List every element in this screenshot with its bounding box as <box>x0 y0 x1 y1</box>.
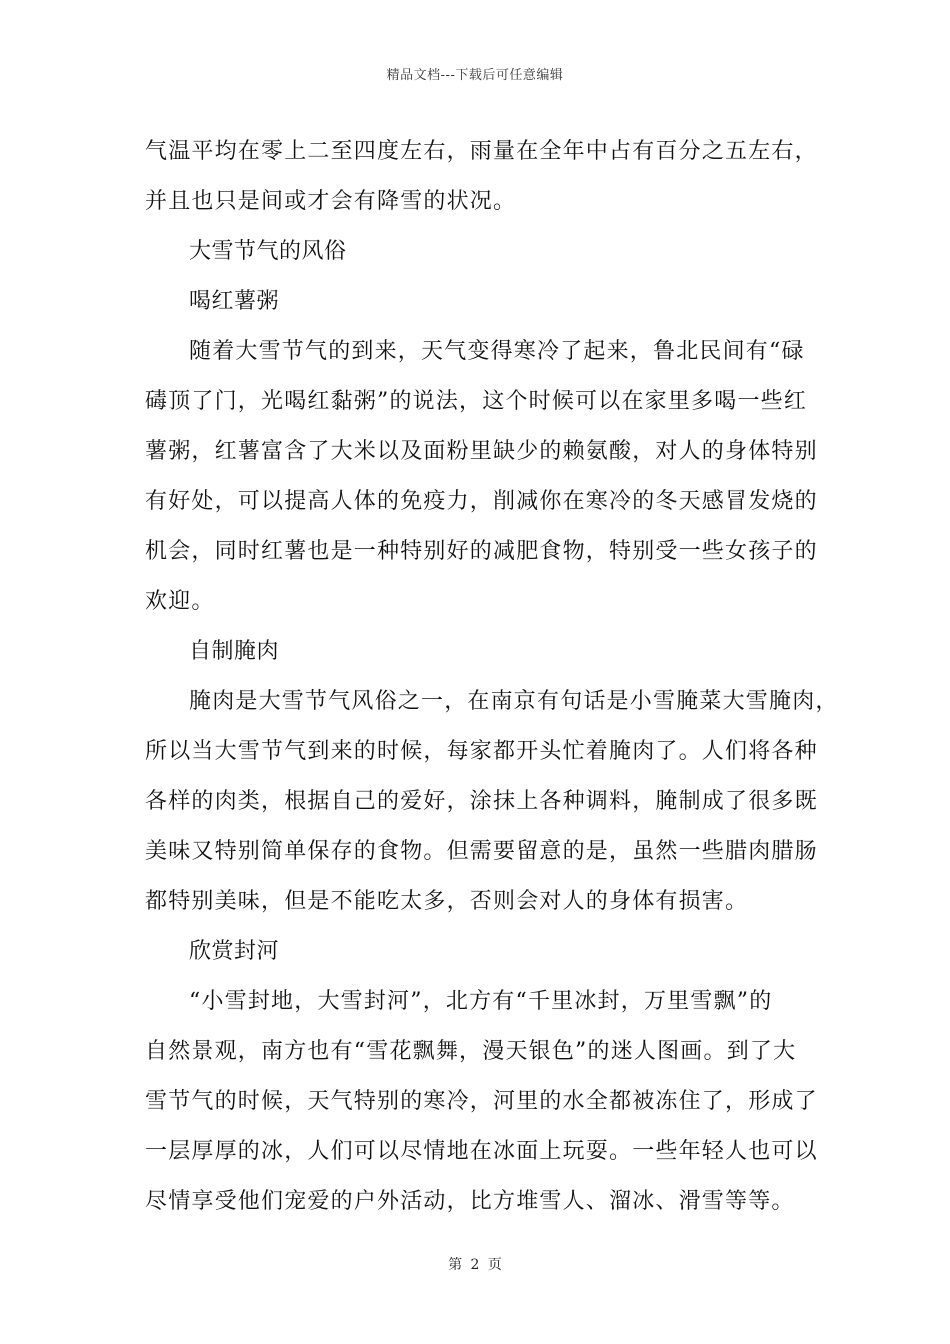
document-body <box>145 127 839 1227</box>
paragraph-line: 有好处，可以提高人体的免疫力，削减你在寒冷的冬天感冒发烧的 <box>145 489 818 514</box>
paragraph-line: 随着大雪节气的到来，天气变得寒冷了起来，鲁北民间有“碌 <box>189 339 805 364</box>
subsection-heading: 欣赏封河 <box>189 939 280 964</box>
paragraph-line: 尽情享受他们宠爱的户外活动，比方堆雪人、溜冰、滑雪等等。 <box>145 1189 795 1214</box>
paragraph-line: “小雪封地，大雪封河”，北方有“千里冰封，万里雪飘”的 <box>189 989 773 1014</box>
paragraph-line: 各样的肉类，根据自己的爱好，涂抹上各种调料，腌制成了很多既 <box>145 789 818 814</box>
subsection-heading: 喝红薯粥 <box>189 289 280 314</box>
paragraph-line: 所以当大雪节气到来的时候，每家都开头忙着腌肉了。人们将各种 <box>145 739 818 764</box>
paragraph-line: 机会，同时红薯也是一种特别好的减肥食物，特别受一些女孩子的 <box>145 539 818 564</box>
section-heading: 大雪节气的风俗 <box>189 239 347 264</box>
paragraph-line: 并且也只是间或才会有降雪的状况。 <box>145 189 517 214</box>
paragraph-line: 自然景观，南方也有“雪花飘舞，漫天银色”的迷人图画。到了大 <box>145 1039 797 1064</box>
paragraph-line: 气温平均在零上二至四度左右，雨量在全年中占有百分之五左右， <box>145 139 818 164</box>
paragraph-line: 雪节气的时候，天气特别的寒冷，河里的水全都被冻住了，形成了 <box>145 1089 818 1114</box>
page-header: 精品文档---下载后可任意编辑 <box>386 68 564 83</box>
subsection-heading: 自制腌肉 <box>189 639 280 664</box>
paragraph-line: 欢迎。 <box>145 589 215 614</box>
paragraph-line: 碡顶了门，光喝红黏粥”的说法，这个时候可以在家里多喝一些红 <box>145 389 808 414</box>
paragraph-line: 薯粥，红薯富含了大米以及面粉里缺少的赖氨酸，对人的身体特别 <box>145 439 818 464</box>
paragraph-line: 一层厚厚的冰，人们可以尽情地在冰面上玩耍。一些年轻人也可以 <box>145 1139 818 1164</box>
paragraph-line: 腌肉是大雪节气风俗之一，在南京有句话是小雪腌菜大雪腌肉， <box>189 689 839 714</box>
page-number: 第 2 页 <box>448 1257 502 1273</box>
paragraph-line: 美味又特别简单保存的食物。但需要留意的是，虽然一些腊肉腊肠 <box>145 839 818 864</box>
paragraph-line: 都特别美味，但是不能吃太多，否则会对人的身体有损害。 <box>145 889 749 914</box>
